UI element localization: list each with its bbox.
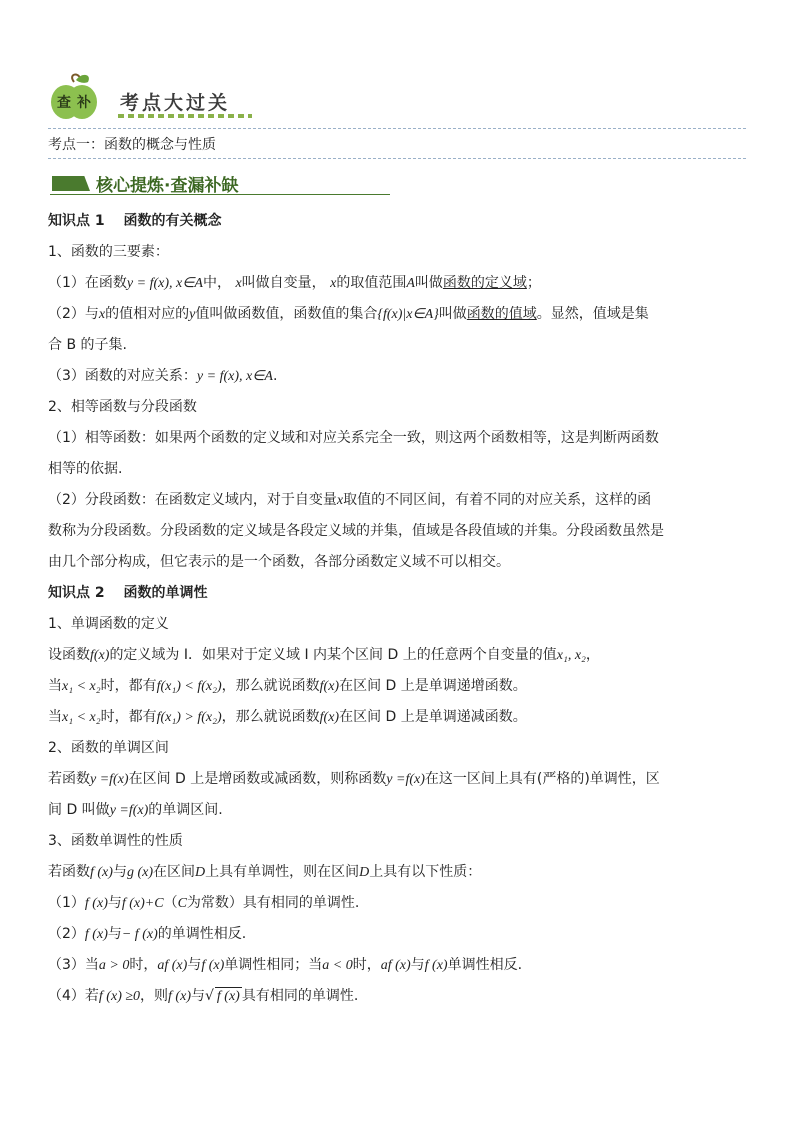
kp2-interval-2: 间 D 叫做y =f(x)的单调区间. (48, 802, 223, 818)
kp1-line-2b: 合 B 的子集. (48, 337, 127, 353)
kp2-def-3: 当x₁ < x₂时，都有f(x₁) > f(x₂)，那么就说函数f(x)在区间 D 上是单调递减函数。 (48, 709, 527, 725)
logo-char-1: 查 (57, 95, 71, 111)
divider-bottom (48, 158, 746, 159)
kp2-prop-intro: 若函数f (x)与g (x)在区间D上具有单调性，则在区间D上具有以下性质： (48, 864, 482, 880)
kp2-prop-1: （1）f (x)与f (x)+C（C为常数）具有相同的单调性. (48, 895, 360, 911)
kp2-subheading-3: 3、函数单调性的性质 (48, 833, 183, 849)
kp1-para-1b: 相等的依据. (48, 461, 123, 477)
kp2-def-1: 设函数f(x)的定义域为 I．如果对于定义域 I 内某个区间 D 上的任意两个自变量的值x₁, x₂， (48, 647, 600, 663)
section-underline (50, 194, 390, 195)
kp2-prop-3: （3）当a > 0时，af (x)与f (x)单调性相同；当a < 0时，af (x)与f (x)单调性相反. (48, 957, 523, 973)
section-marker (52, 176, 90, 191)
banner-title: 考点大过关 (120, 92, 231, 114)
topic-heading: 考点一：函数的概念与性质 (48, 137, 216, 153)
kp2-def-2: 当x₁ < x₂时，都有f(x₁) < f(x₂)，那么就说函数f(x)在区间 D 上是单调递增函数。 (48, 678, 527, 694)
apple-logo-icon (48, 70, 100, 122)
kp1-line-2: （2）与x的值相对应的y值叫做函数值，函数值的集合{f(x)|x∈A}叫做函数的值域。显然，值域是集 (48, 306, 649, 322)
kp2-prop-4: （4）若f (x) ≥0，则f (x)与√ f (x) 具有相同的单调性. (48, 988, 359, 1004)
sqrt-radicand: f (x) (216, 989, 240, 1004)
logo-char-2: 补 (77, 95, 91, 111)
kp1-subheading-2: 2、相等函数与分段函数 (48, 399, 197, 415)
kp2-title: 知识点 2 函数的单调性 (48, 585, 208, 601)
kp1-para-2c: 数称为分段函数。分段函数的定义域是各段定义域的并集，值域是各段值域的并集。分段函数虽然是 (48, 523, 664, 539)
kp1-line-1: （1）在函数y = f(x), x∈A中， x叫做自变量， x的取值范围A叫做函数的定义域； (48, 275, 541, 291)
kp2-subheading-2: 2、函数的单调区间 (48, 740, 169, 756)
divider-top (48, 128, 746, 129)
kp1-title: 知识点 1 函数的有关概念 (48, 213, 222, 229)
kp1-subheading-1: 1、函数的三要素： (48, 244, 169, 260)
kp2-subheading-1: 1、单调函数的定义 (48, 616, 169, 632)
kp2-prop-2: （2）f (x)与− f (x)的单调性相反. (48, 926, 247, 942)
document-body (48, 206, 748, 1012)
kp1-line-3: （3）函数的对应关系：y = f(x), x∈A. (48, 368, 278, 384)
kp2-interval-1: 若函数y =f(x)在区间 D 上是增函数或减函数，则称函数y =f(x)在这一区间上具有(严格的)单调性，区 (48, 771, 660, 787)
section-title: 核心提炼·查漏补缺 (96, 176, 239, 196)
banner-underline (118, 114, 252, 118)
kp1-para-1a: （1）相等函数：如果两个函数的定义域和对应关系完全一致，则这两个函数相等，这是判断两函数 (48, 430, 659, 446)
kp1-para-2a: （2）分段函数：在函数定义域内，对于自变量x取值的不同区间，有着不同的对应关系，这样的函 (48, 492, 652, 508)
kp1-para-2d: 由几个部分构成，但它表示的是一个函数，各部分函数定义域不可以相交。 (48, 554, 510, 570)
